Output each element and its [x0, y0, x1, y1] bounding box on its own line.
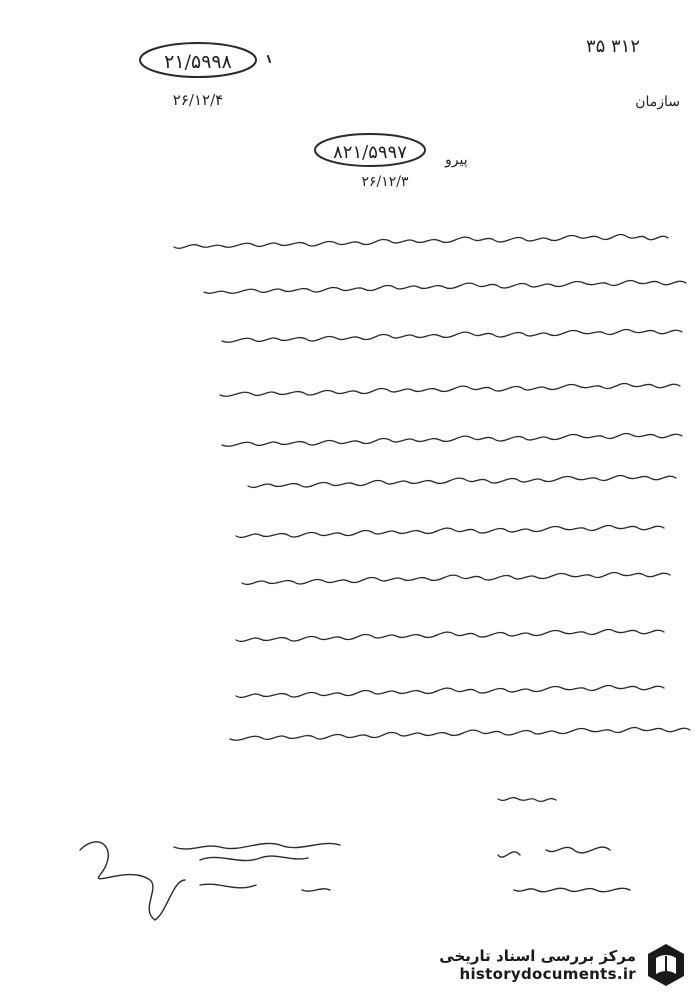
stamp-top-date: ۲۶/۱۲/۴: [172, 91, 224, 109]
signature-left: [80, 842, 340, 920]
watermark-url[interactable]: historydocuments.ir: [459, 965, 636, 983]
stamp-top-left: [140, 43, 270, 109]
stamp-center-prefix: پیرو: [445, 152, 468, 168]
stamp-center-number: ۸۲۱/۵۹۹۷: [333, 142, 407, 163]
watermark-text: [439, 947, 636, 983]
signature-right: [498, 847, 630, 892]
stamp-center: [315, 134, 468, 190]
watermark-title: مرکز بررسی اسناد تاریخی: [439, 947, 636, 965]
stamp-top-number: ۲۱/۵۹۹۸: [164, 51, 232, 73]
top-right-note: سازمان: [635, 94, 680, 110]
watermark: [402, 938, 688, 992]
top-right-number: ۳۵ ۳۱۲: [585, 36, 640, 57]
history-documents-logo-icon: [644, 940, 688, 990]
stamp-center-date: ۲۶/۱۲/۳: [361, 174, 409, 190]
letter-body-handwriting: [174, 234, 690, 801]
